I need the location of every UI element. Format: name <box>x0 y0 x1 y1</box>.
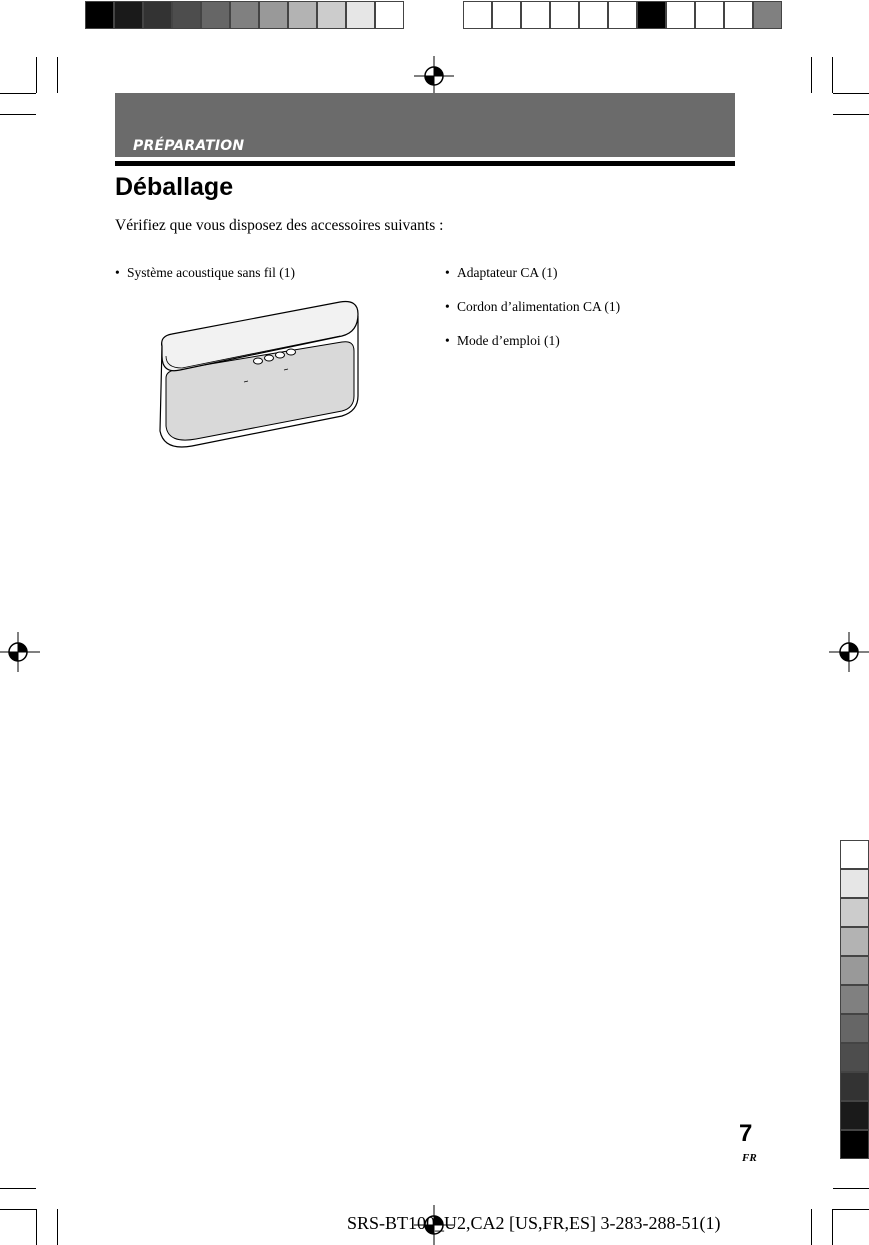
color-swatch <box>840 1014 869 1043</box>
registration-mark-icon <box>829 632 869 672</box>
color-swatch <box>143 1 172 29</box>
color-swatch <box>463 1 492 29</box>
footer-document-code: SRS-BT100_U2,CA2 [US,FR,ES] 3-283-288-51(1) <box>347 1213 721 1233</box>
color-swatch <box>259 1 288 29</box>
color-swatch <box>666 1 695 29</box>
color-swatch <box>521 1 550 29</box>
item-label: Cordon d’alimentation CA (1) <box>457 299 621 314</box>
color-swatch <box>840 1043 869 1072</box>
list-item <box>445 265 557 281</box>
color-swatch <box>724 1 753 29</box>
color-swatch <box>201 1 230 29</box>
list-item <box>445 299 620 315</box>
bullet: • <box>445 299 450 314</box>
color-swatch <box>114 1 143 29</box>
color-swatch <box>288 1 317 29</box>
page-language-code: FR <box>742 1152 757 1164</box>
color-swatch <box>840 1130 869 1159</box>
color-swatch <box>840 898 869 927</box>
registration-mark-icon <box>0 632 40 672</box>
speaker-illustration <box>152 296 368 456</box>
registration-mark-icon <box>414 56 454 96</box>
bullet: • <box>445 333 450 348</box>
color-swatch <box>346 1 375 29</box>
color-swatch <box>840 1101 869 1130</box>
section-label: PRÉPARATION <box>133 138 245 154</box>
color-swatch <box>840 956 869 985</box>
color-swatch <box>840 1072 869 1101</box>
bullet: • <box>445 265 450 280</box>
intro-text: Vérifiez que vous disposez des accessoires suivants : <box>115 217 444 234</box>
color-swatch <box>230 1 259 29</box>
color-swatch <box>85 1 114 29</box>
list-item <box>115 265 295 281</box>
color-swatch <box>637 1 666 29</box>
item-label: Mode d’emploi (1) <box>457 333 560 348</box>
page-number: 7 <box>739 1120 753 1147</box>
color-swatch <box>492 1 521 29</box>
page-title: Déballage <box>115 173 234 201</box>
item-label: Système acoustique sans fil (1) <box>127 265 295 280</box>
color-swatch <box>579 1 608 29</box>
color-swatch <box>840 985 869 1014</box>
color-swatch <box>695 1 724 29</box>
color-swatch <box>550 1 579 29</box>
color-swatch <box>172 1 201 29</box>
header-rule <box>115 161 735 166</box>
color-swatch <box>840 840 869 869</box>
color-swatch <box>840 927 869 956</box>
color-swatch <box>375 1 404 29</box>
bullet: • <box>115 265 120 280</box>
color-swatch <box>317 1 346 29</box>
color-swatch <box>840 869 869 898</box>
color-swatch <box>608 1 637 29</box>
list-item <box>445 333 560 349</box>
item-label: Adaptateur CA (1) <box>457 265 558 280</box>
color-swatch <box>753 1 782 29</box>
